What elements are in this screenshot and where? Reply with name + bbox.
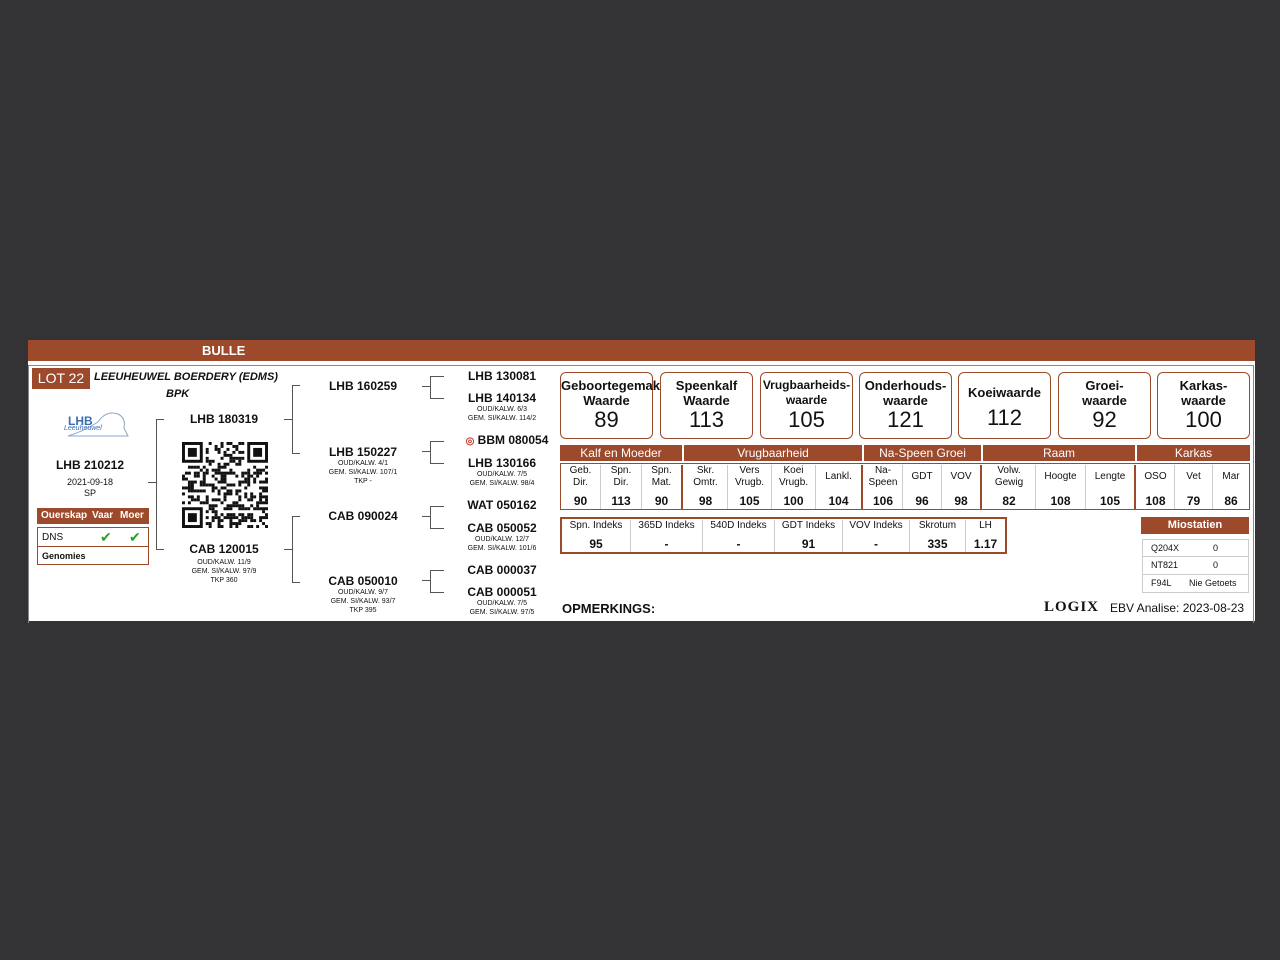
trait-label: Skr. Omtr. <box>693 465 718 488</box>
logix-logo: LOGIX <box>1044 599 1100 615</box>
ddd-line-1: OUD/KALW. 7/5 <box>476 600 528 607</box>
dsd-id: CAB 050052 <box>467 521 537 535</box>
dd-line-1: OUD/KALW. 9/7 <box>337 589 389 596</box>
myo-key: Q204X <box>1151 543 1180 553</box>
value-box <box>660 372 753 439</box>
ownership-row <box>38 528 148 547</box>
trait-label: Volw. Gewig <box>994 465 1024 488</box>
banner-title: BULLE <box>202 343 246 358</box>
logo-text: LHB <box>68 414 93 428</box>
target-icon: ◎ <box>465 436 475 447</box>
ownership-col-1: Ouerskap <box>41 510 88 521</box>
dam-line-1: OUD/KALW. 11/9 <box>197 559 251 566</box>
index-cell <box>843 520 910 552</box>
index-label: Spn. Indeks <box>569 520 623 531</box>
trait-cell <box>864 465 903 509</box>
dd-id: CAB 050010 <box>328 574 398 588</box>
value-box <box>560 372 660 439</box>
value-title-1: Vrugbaarheids- <box>762 378 851 392</box>
value-number: 113 <box>688 407 725 432</box>
trait-label: Lengte <box>1094 471 1126 482</box>
dsd <box>452 521 552 553</box>
dam <box>174 542 274 585</box>
myo-key: NT821 <box>1151 560 1179 570</box>
trait-value: 98 <box>698 494 713 508</box>
value-title-2: waarde <box>1181 393 1226 408</box>
trait-value: 79 <box>1186 494 1201 508</box>
trait-label: Geb. Dir. <box>569 465 592 488</box>
trait-cell <box>772 465 816 509</box>
farm-logo <box>62 406 130 442</box>
ownership-table <box>37 527 149 565</box>
value-title-1: Koeiwaarde <box>968 385 1041 400</box>
ssd-line-2: GEM. SI/KALW. 114/2 <box>467 415 537 422</box>
banner <box>28 340 1255 361</box>
value-title-1: Groei- <box>1085 378 1124 393</box>
trait-cell <box>561 465 601 509</box>
sdd <box>452 456 552 488</box>
trait-label: OSO <box>1144 471 1167 482</box>
index-cell <box>562 520 631 552</box>
trait-label: Spn. Mat. <box>651 465 672 488</box>
trait-cell <box>684 465 728 509</box>
myo-row <box>1142 575 1249 593</box>
ssd-line-1: OUD/KALW. 6/3 <box>476 406 528 413</box>
dam-line-2: GEM. SI/KALW. 97/9 <box>191 568 257 575</box>
ssd <box>452 391 552 423</box>
index-cell <box>966 520 1005 552</box>
myo-table <box>1142 539 1249 594</box>
animal-tag: SP <box>83 488 96 498</box>
sd-id: LHB 150227 <box>328 445 398 459</box>
dam-line-3: TKP 360 <box>210 577 238 584</box>
index-label: 365D Indeks <box>638 520 695 531</box>
sd-line-2: GEM. SI/KALW. 107/1 <box>328 469 398 476</box>
index-label: LH <box>979 520 992 531</box>
trait-label: Spn. Dir. <box>610 465 632 488</box>
ddd-id: CAB 000051 <box>467 585 537 599</box>
animal-dob: 2021-09-18 <box>66 477 114 487</box>
value-number: 112 <box>986 405 1023 430</box>
remarks-label: OPMERKINGS: <box>562 601 656 616</box>
trait-label: Vet <box>1186 471 1201 482</box>
trait-cell <box>642 465 683 509</box>
dam-id: CAB 120015 <box>189 542 259 556</box>
trait-value: 90 <box>654 494 669 508</box>
ownership-col-2: Vaar <box>92 510 114 521</box>
ddd <box>452 585 552 617</box>
dd-line-2: GEM. SI/KALW. 93/7 <box>330 598 396 605</box>
ss-id: LHB 160259 <box>328 379 398 393</box>
trait-value: 96 <box>915 494 929 508</box>
ownership-row-label: DNS <box>42 532 64 543</box>
group-header: Na-Speen Groei <box>864 445 981 461</box>
check-icon: ✔ <box>100 529 112 545</box>
value-number: 121 <box>887 407 924 432</box>
index-cell <box>910 520 966 552</box>
ddd-line-2: GEM. SI/KALW. 97/5 <box>469 609 535 616</box>
index-value: - <box>736 537 741 551</box>
trait-label: Mar <box>1222 471 1240 482</box>
trait-cell <box>1175 465 1213 509</box>
trait-label: VOV <box>950 471 972 482</box>
myo-title: Miostatien <box>1141 517 1249 534</box>
index-value: - <box>874 537 878 551</box>
myo-value: 0 <box>1213 543 1219 553</box>
dd <box>313 574 413 615</box>
index-cell <box>631 520 703 552</box>
index-cell <box>703 520 775 552</box>
trait-value: 105 <box>739 494 760 508</box>
breed: BPK <box>166 388 190 400</box>
ssd-id: LHB 140134 <box>467 391 537 405</box>
trait-cell <box>1036 465 1086 509</box>
value-title-2: waarde <box>883 393 928 408</box>
trait-value: 100 <box>783 494 804 508</box>
trait-value: 108 <box>1145 494 1166 508</box>
trait-value: 86 <box>1224 494 1238 508</box>
group-header: Raam <box>983 445 1135 461</box>
trait-value: 82 <box>1002 494 1016 508</box>
trait-value: 105 <box>1099 494 1121 508</box>
index-value: 95 <box>589 537 603 551</box>
dss-id: WAT 050162 <box>467 498 537 512</box>
trait-cell <box>1086 465 1136 509</box>
ds-id: CAB 090024 <box>328 509 398 523</box>
trait-label: Hoogte <box>1044 471 1077 482</box>
trait-value: 108 <box>1050 494 1071 508</box>
trait-label: GDT <box>911 471 933 482</box>
trait-cell <box>728 465 772 509</box>
index-value: - <box>664 537 669 551</box>
sdd-line-1: OUD/KALW. 7/5 <box>476 471 528 478</box>
logo-sub: Leeuheuwel <box>64 425 102 432</box>
myo-row <box>1142 557 1249 575</box>
dd-line-3: TKP 395 <box>349 607 377 614</box>
value-title-2: waarde <box>1082 393 1127 408</box>
dsd-line-2: GEM. SI/KALW. 101/6 <box>467 545 537 552</box>
sd-line-1: OUD/KALW. 4/1 <box>337 460 389 467</box>
trait-cell <box>816 465 863 509</box>
sd-line-3: TKP - <box>354 478 372 485</box>
myo-value: 0 <box>1213 560 1219 570</box>
sd <box>313 445 413 486</box>
qr-code-icon <box>182 442 268 528</box>
value-box <box>1157 372 1250 439</box>
group-header: Vrugbaarheid <box>684 445 862 461</box>
check-icon: ✔ <box>129 529 141 545</box>
myo-value: Nie Getoets <box>1189 578 1237 588</box>
myo-key: F94L <box>1151 578 1172 588</box>
group-header: Kalf en Moeder <box>560 445 682 461</box>
trait-cell <box>601 465 642 509</box>
dds-id: CAB 000037 <box>467 563 537 577</box>
trait-label: Lankl. <box>825 471 852 482</box>
trait-value: 106 <box>872 494 894 508</box>
group-header: Karkas <box>1137 445 1250 461</box>
value-number: 100 <box>1185 407 1222 432</box>
index-value: 335 <box>927 537 948 551</box>
trait-label: Na- Speen <box>868 465 898 488</box>
index-value: 1.17 <box>973 537 998 551</box>
value-box <box>958 372 1051 439</box>
value-title-2: waarde <box>785 393 828 407</box>
analysis-date: EBV Analise: 2023-08-23 <box>1110 601 1245 615</box>
index-label: VOV Indeks <box>849 520 903 531</box>
myo-row <box>1142 539 1249 557</box>
trait-value: 98 <box>954 494 968 508</box>
index-cell <box>775 520 843 552</box>
index-value: 91 <box>801 537 816 551</box>
trait-label: Koei Vrugb. <box>778 465 809 488</box>
value-number: 92 <box>1092 407 1117 432</box>
value-title-1: Geboortegemak <box>561 378 660 393</box>
sss-id: LHB 130081 <box>467 369 537 383</box>
value-box <box>1058 372 1151 439</box>
trait-label: Vers Vrugb. <box>734 465 765 488</box>
index-label: Skrotum <box>918 520 957 531</box>
value-title-1: Karkas- <box>1179 378 1228 393</box>
sdd-line-2: GEM. SI/KALW. 98/4 <box>469 480 535 487</box>
value-box <box>859 372 952 439</box>
sdd-id: LHB 130166 <box>467 456 537 470</box>
trait-value: 104 <box>828 494 849 508</box>
trait-cell <box>1213 465 1249 509</box>
trait-cell <box>903 465 942 509</box>
trait-cell <box>983 465 1036 509</box>
index-label: 540D Indeks <box>710 520 767 531</box>
farm-name: LEEUHEUWEL BOERDERY (EDMS) <box>94 371 278 383</box>
ownership-header <box>37 508 149 524</box>
ownership-col-3: Moer <box>120 510 144 521</box>
value-title-2: Waarde <box>683 393 730 408</box>
value-title-2: Waarde <box>583 393 630 408</box>
lot-card <box>28 340 1255 621</box>
trait-value: 90 <box>573 494 588 508</box>
value-title-1: Speenkalf <box>675 378 738 393</box>
value-number: 89 <box>594 407 619 432</box>
animal-id: LHB 210212 <box>55 458 125 472</box>
sds-id: BBM 080054 <box>477 433 549 447</box>
value-box <box>760 372 853 439</box>
trait-cell <box>1137 465 1175 509</box>
trait-value: 113 <box>611 494 631 508</box>
ownership-row-label: Genomies <box>42 551 86 561</box>
sds <box>452 433 562 447</box>
trait-cell <box>942 465 982 509</box>
value-number: 105 <box>788 407 825 432</box>
sire-id: LHB 180319 <box>189 412 259 426</box>
index-label: GDT Indeks <box>781 520 836 531</box>
value-title-1: Onderhouds- <box>864 378 947 393</box>
dsd-line-1: OUD/KALW. 12/7 <box>475 536 529 543</box>
lot-label: LOT 22 <box>32 368 90 389</box>
